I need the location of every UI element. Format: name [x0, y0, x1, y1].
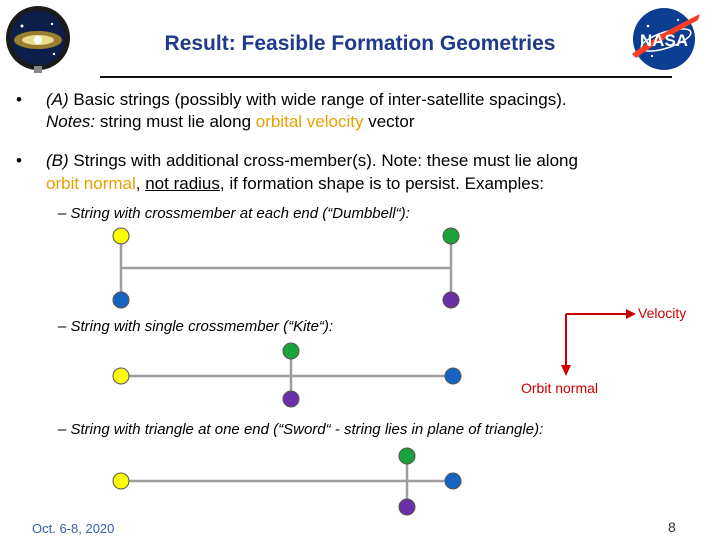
slide-title: Result: Feasible Formation Geometries — [164, 32, 556, 55]
velocity-arrowhead — [626, 309, 636, 319]
sword-green-satellite — [399, 448, 415, 464]
bullet-b-underlined: not radius — [145, 174, 220, 193]
kite-green-satellite — [283, 343, 299, 359]
bullet-b-line2-post: , if formation shape is to persist. Examples: — [219, 174, 544, 193]
bullet-a-notes-label: Notes: — [46, 112, 96, 131]
sword-yellow-satellite — [113, 473, 129, 489]
bullet-a-tag: (A) — [46, 90, 69, 109]
dumbbell-purple-satellite — [443, 292, 459, 308]
orbit-normal-label: Orbit normal — [521, 380, 599, 396]
bullet-b-tag: (B) — [46, 151, 69, 170]
nasa-logo-text: NASA — [639, 31, 689, 50]
kite-blue-satellite — [445, 368, 461, 384]
dumbbell-blue-satellite — [113, 292, 129, 308]
page-number: 8 — [668, 519, 676, 535]
dumbbell-green-satellite — [443, 228, 459, 244]
sword-purple-satellite — [399, 499, 415, 515]
velocity-label: Velocity — [638, 305, 687, 321]
bullet-b-highlight: orbit normal — [46, 174, 136, 193]
bullet-a-marker: • — [16, 90, 22, 109]
example-kite-label: – String with single crossmember (“Kite“): — [58, 318, 334, 335]
bullet-b-marker: • — [16, 151, 22, 170]
bullet-a-notes-post: vector — [363, 112, 415, 131]
kite-diagram — [113, 343, 461, 407]
orbit-normal-arrowhead — [561, 365, 571, 376]
sword-blue-satellite — [445, 473, 461, 489]
bullet-a-notes-pre: string must lie along — [95, 112, 256, 131]
axes-indicator — [561, 309, 636, 376]
bullet-a-notes-highlight: orbital velocity — [255, 112, 364, 131]
bullet-b-sep: , — [135, 174, 146, 193]
dumbbell-yellow-satellite — [113, 228, 129, 244]
footer-date: Oct. 6-8, 2020 — [32, 521, 115, 536]
dumbbell-diagram — [113, 228, 459, 308]
bullet-a-text: Basic strings (possibly with wide range of inter-satellite spacings). — [68, 90, 567, 109]
kite-purple-satellite — [283, 391, 299, 407]
example-dumbbell-label: – String with crossmember at each end (“Dumbbell“): — [58, 205, 410, 222]
sword-diagram — [113, 448, 461, 515]
example-sword-label: – String with triangle at one end (“Sword“ - string lies in plane of triangle): — [58, 421, 544, 438]
bullet-b-text: Strings with additional cross-member(s). Note: these must lie along — [68, 151, 578, 170]
kite-yellow-satellite — [113, 368, 129, 384]
